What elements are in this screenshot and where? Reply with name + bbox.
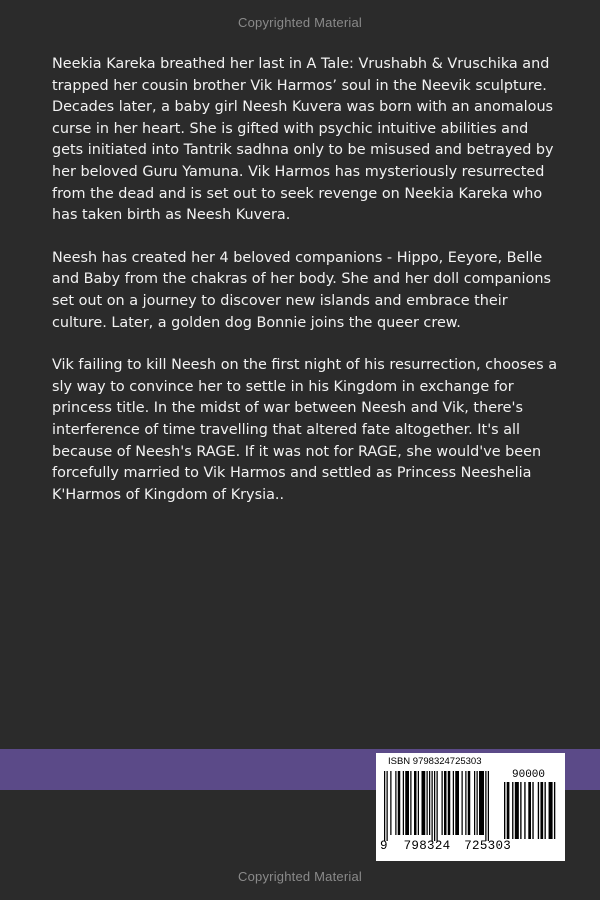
barcode-digits-right: 725303 [464,839,512,853]
addon-barcode-bars [504,782,558,839]
back-cover-blurb [52,54,562,527]
blurb-paragraph-2: Neesh has created her 4 beloved companions - Hippo, Eeyore, Belle and Baby from the chakras of her body. She and her doll companions set out on a journey to discover new islands and embrace their culture. Later, a golden dog Bonnie joins the queer crew. [52,249,551,331]
ean-barcode-bars [384,771,500,841]
blurb-paragraph-3: Vik failing to kill Neesh on the first night of his resurrection, chooses a sly way to convince her to settle in his Kingdom in exchange for princess title. In the midst of war between Neesh and Vik, there's interference of time travelling that altered fate altogether. It's all because of Neesh's RAGE. If it was not for RAGE, she would've been forcefully married to Vik Harmos and settled as Princess Neeshelia K'Harmos of Kingdom of Krysia.. [52,357,558,503]
blurb-paragraph-1: Neekia Kareka breathed her last in A Tale: Vrushabh & Vruschika and trapped her cousin brother Vik Harmos’ soul in the Neevik sculpture. Decades later, a baby girl Neesh Kuvera was born with an anomalous curse in her heart. She is gifted with psychic intuitive abilities and gets initiated into Tantrik sadhna only to be misused and betrayed by her beloved Guru Yamuna. Vik Harmos has mysteriously resurrected from the dead and is set out to seek revenge on Neekia Kareka who has taken birth as Neesh Kuvera. [52,56,554,224]
barcode-digits [380,839,511,853]
isbn-barcode [376,753,565,861]
isbn-label: ISBN 9798324725303 [388,756,482,767]
price-addon-code: 90000 [512,769,546,781]
barcode-digit-first: 9 [380,839,388,853]
barcode-digits-left: 798324 [403,839,451,853]
copyright-watermark-top: Copyrighted Material [238,15,362,30]
copyright-watermark-bottom: Copyrighted Material [238,869,362,884]
